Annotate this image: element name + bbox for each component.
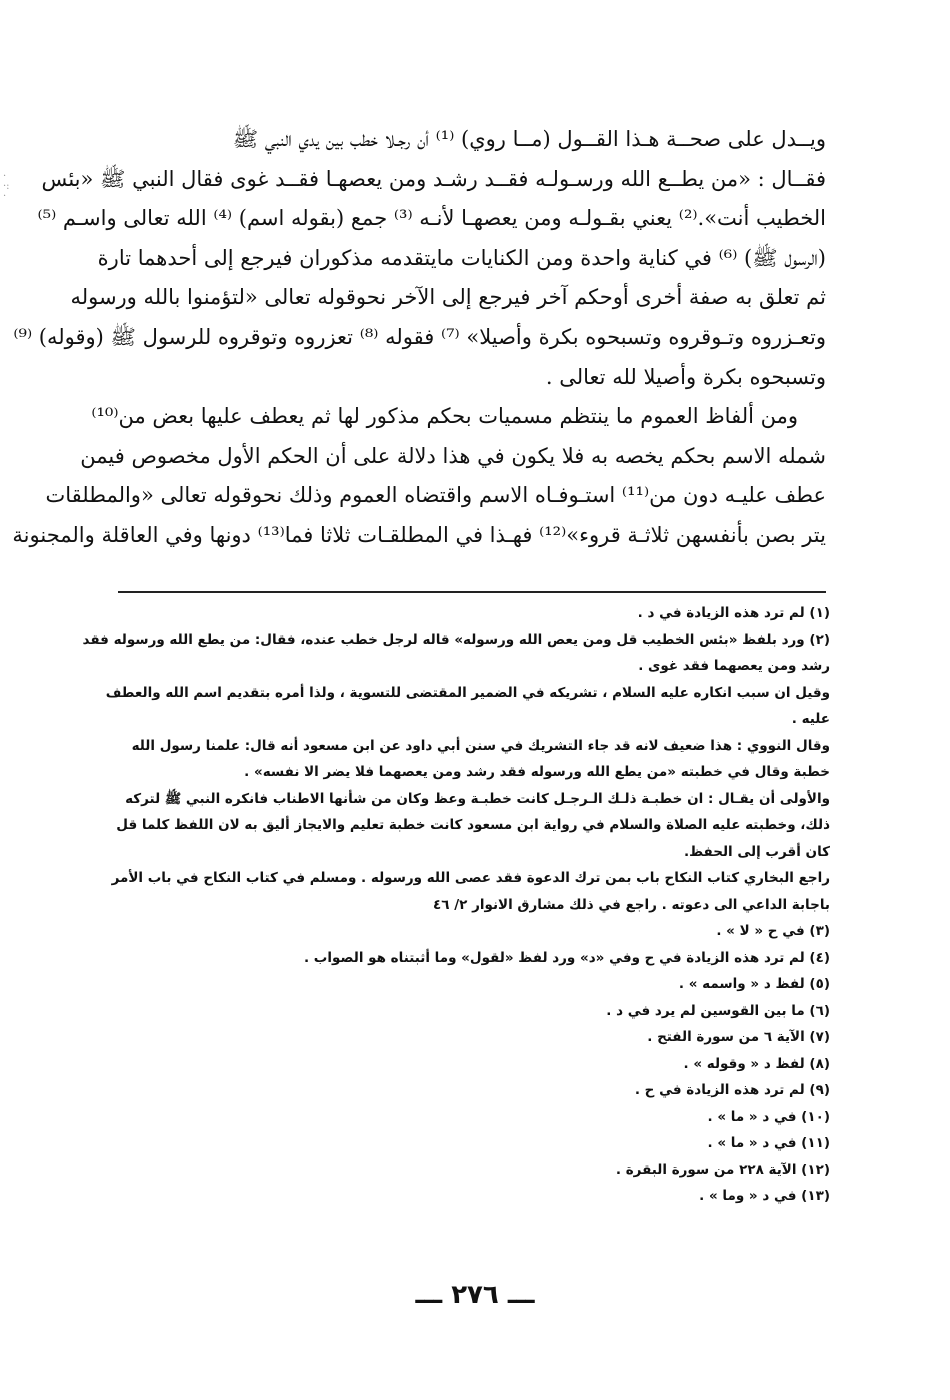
main-text-line: ويــدل على صحــة هـذا القــول (مــا روي) ⁽¹⁾ أن رجـلا خطب بين يدي النبي ﷺ xyxy=(232,127,826,151)
footnote-line: والأولى أن يقـال : ان خطبـة ذلـك الـرجـل كانت خطبـة وعظ وكان من شأنها الاطناب فانكره النبي ﷺ لتركه xyxy=(125,790,830,807)
main-text-line: ثم تعلق به صفة أخرى أوحكم آخر فيرجع إلى الآخر نحوقوله تعالى «لتؤمنوا بالله ورسوله xyxy=(70,285,826,310)
main-text-line: عطف عليـه دون من⁽¹¹⁾ استـوفـاه الاسم واقتضاه العموم وذلك نحوقوله تعالى «والمطلقات xyxy=(45,483,826,508)
footnote-line: ذلك، وخطبته عليه الصلاة والسلام في رواية ابن مسعود كانت خطبة تعليم والايجاز أليق به لان اللفظ كلما قل xyxy=(116,817,830,833)
footnote-line: عليه . xyxy=(791,711,830,727)
footnote-line: رشد ومن يعصهما فقد غوى . xyxy=(638,658,830,674)
footnotes-block xyxy=(82,600,830,1210)
main-text-line: الخطيب أنت».⁽²⁾ يعني بقـولـه ومن يعصهـا لأنـه ⁽³⁾ جمع (بقوله اسم) ⁽⁴⁾ الله تعالى واسـم ⁽⁵⁾ xyxy=(37,206,826,231)
footnote-line: (١٢) الآية ٢٢٨ من سورة البقرة . xyxy=(615,1161,830,1178)
footnote-line: راجع البخاري كتاب النكاح باب بمن ترك الدعوة فقد عصى الله ورسوله . ومسلم في كتاب النكاح في باب الأمر xyxy=(111,870,830,886)
footnote-line: (٨) لفظ د « وقوله » . xyxy=(683,1055,830,1072)
main-text-line: (الرسول ﷺ) ⁽⁶⁾ في كناية واحدة ومن الكنايات مايتقدمه مذكوران فيرجع إلى أحدهما تارة xyxy=(97,245,826,270)
footnote-line: (٧) الآية ٦ من سورة الفتح . xyxy=(647,1029,830,1045)
footnote-line: كان أقرب إلى الحفظ. xyxy=(683,843,830,860)
footnote-line: (١) لم ترد هذه الزيادة في د . xyxy=(637,605,830,621)
footnote-line: (٥) لفظ د « واسمه » . xyxy=(678,976,830,992)
footnote-line: (٣) في ح « لا » . xyxy=(716,923,830,939)
main-text-line: وتسبحوه بكرة وأصيلا لله تعالى . xyxy=(545,364,826,389)
footnote-line: (٤) لم ترد هذه الزيادة في ح وفي «د» ورد لفظ «لقول» وما أثبتناه هو الصواب . xyxy=(303,949,830,966)
main-text-line: يتر بصن بأنفسهن ثلاثـة قروء»⁽¹²⁾ فهـذا في المطلقـات ثلاثا فما⁽¹³⁾ دونها وفي العاقلة والمجنونة xyxy=(12,522,826,547)
footnote-separator xyxy=(118,591,826,593)
footnote-line: (١١) في د « ما » . xyxy=(707,1135,830,1151)
main-text-line: شمله الاسم بحكم يخصه به فلا يكون في هذا دلالة على أن الحكم الأول مخصوص فيمن xyxy=(80,443,826,468)
main-text-block xyxy=(12,120,826,556)
footnote-line: (٩) لم ترد هذه الزيادة في ح . xyxy=(634,1082,830,1098)
footnote-line: (١٣) في د « وما » . xyxy=(699,1188,830,1204)
footnote-line: (٢) ورد بلفظ «بئس الخطيب قل ومن يعص الله ورسوله» قاله لرجل خطب عنده، فقال: من يطع الله ورسوله فقد xyxy=(82,631,830,648)
main-text-line: ومن ألفاظ العموم ما ينتظم مسميات بحكم مذكور لها ثم يعطف عليها بعض من⁽¹⁰⁾ xyxy=(91,404,798,429)
footnote-line: باجابة الداعي الى دعوته . راجع في ذلك مشارق الانوار ٢/ ٤٦ xyxy=(433,896,830,913)
footnote-line: وقيل ان سبب انكاره عليه السلام ، تشريكه في الضمير المقتضى للتسوية ، ولذا أمره بتقديم اسم الله والعطف xyxy=(105,684,830,701)
footnote-line: خطبة وقال في خطبته «من يطع الله ورسوله فقد رشد ومن يعصهما فلا يضر الا نفسه» . xyxy=(244,764,830,780)
page-number: ـــ ٢٧٦ ـــ xyxy=(415,1280,535,1310)
footnote-line: وقال النووي : هذا ضعيف لانه قد جاء التشريك في سنن أبي داود عن ابن مسعود أنه قال: علمنا رسول الله xyxy=(131,737,830,754)
main-text-line: وتعـزروه وتـوقروه وتسبحوه بكرة وأصيلا» ⁽⁷⁾ فقوله ⁽⁸⁾ تعزروه وتوقروه للرسول ﷺ (وقوله) ⁽⁹⁾ xyxy=(13,324,826,349)
footnote-line: (١٠) في د « ما » . xyxy=(707,1108,830,1125)
scan-edge-mark: · ·: · xyxy=(3,171,10,202)
footnote-line: (٦) ما بين القوسين لم يرد في د . xyxy=(606,1002,830,1019)
main-text-line: فقــال : «من يطــع الله ورسـولـه فقــد رشـد ومن يعصهـا فقــد غوى فقال النبي ﷺ «بئس xyxy=(41,166,826,191)
